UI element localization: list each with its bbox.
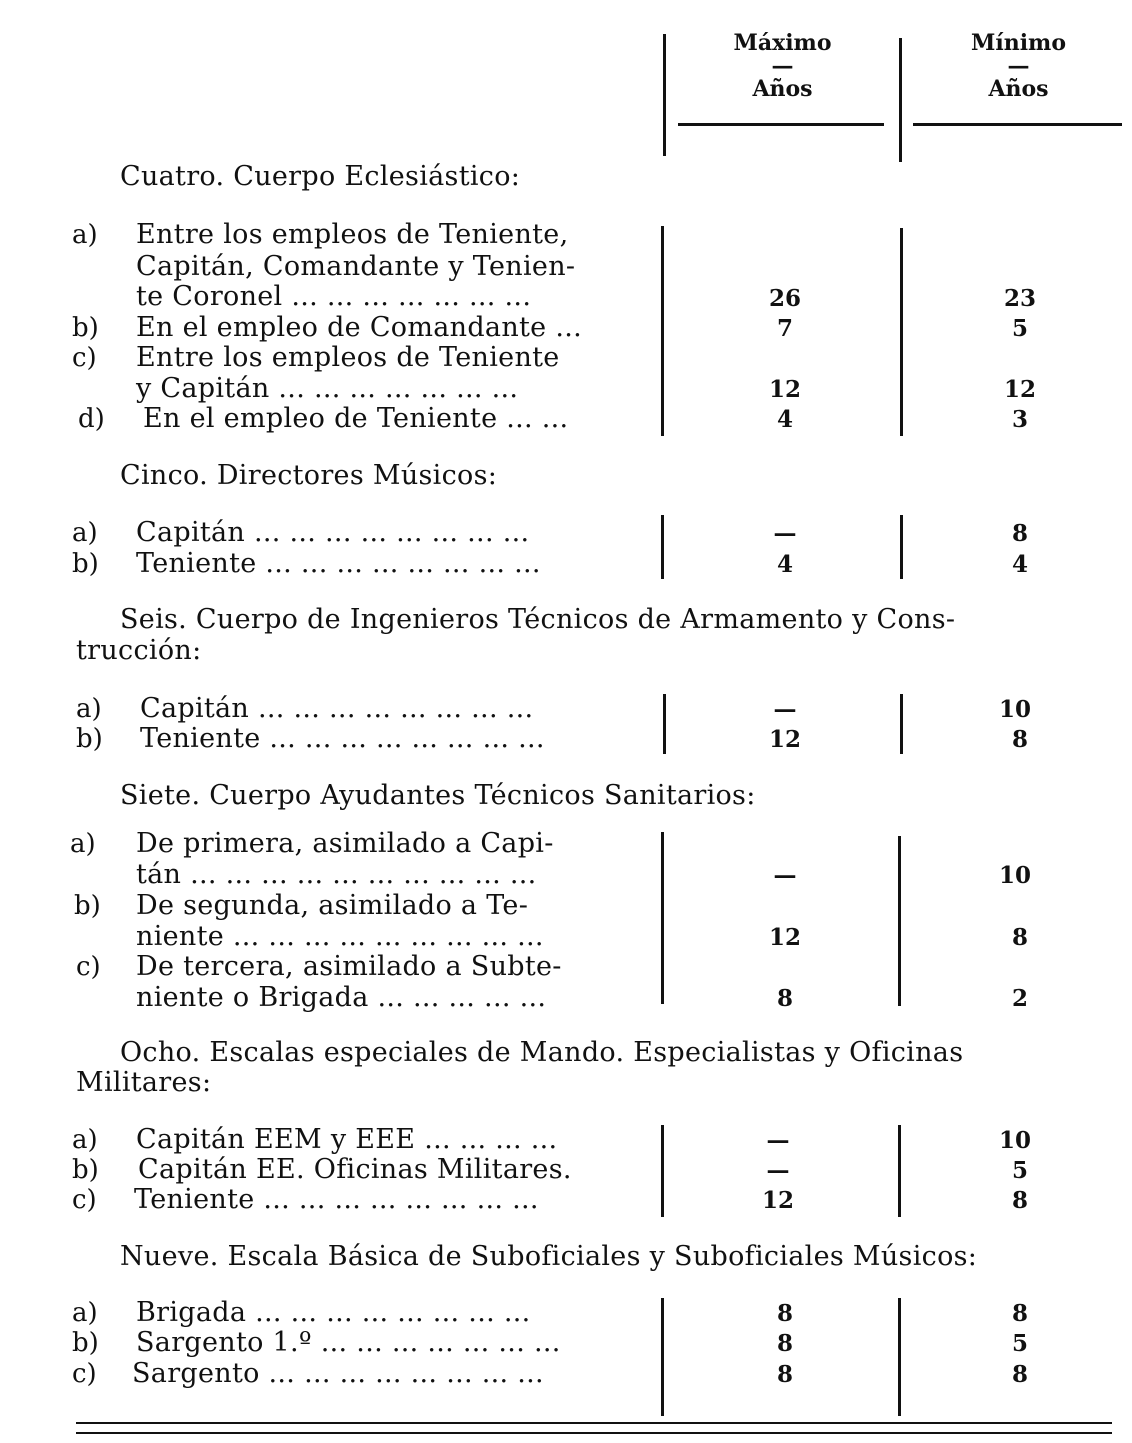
section-divider-left <box>661 1298 664 1416</box>
row-letter: a) <box>70 829 96 859</box>
section-divider-left <box>661 1125 664 1217</box>
section-divider-left <box>661 515 664 579</box>
row-letter: a) <box>72 1125 98 1155</box>
row-max-value: 8 <box>776 1300 793 1327</box>
column-header-max-unit: Años <box>752 76 813 102</box>
row-label-line: y Capitán ... ... ... ... ... ... ... <box>136 373 519 404</box>
row-min-value: 10 <box>998 1127 1031 1154</box>
section-heading-line: Ocho. Escalas especiales de Mando. Especialistas y Oficinas <box>120 1037 964 1068</box>
row-letter: b) <box>72 313 99 343</box>
row-max-value: — <box>766 1157 790 1184</box>
row-letter: d) <box>78 404 105 434</box>
row-label-line: Capitán EE. Oficinas Militares. <box>138 1154 572 1185</box>
section-divider-middle <box>898 1125 901 1217</box>
row-max-value: 8 <box>776 1361 793 1388</box>
section-divider-middle <box>900 228 903 436</box>
row-label-line: Capitán EEM y EEE ... ... ... ... <box>136 1124 558 1155</box>
row-label-line: En el empleo de Teniente ... ... <box>143 403 569 434</box>
row-min-value: 3 <box>1011 406 1028 433</box>
row-label-line: Sargento 1.º ... ... ... ... ... ... ... <box>136 1327 561 1358</box>
row-label-line: Capitán ... ... ... ... ... ... ... ... <box>136 517 530 548</box>
row-label-line: Entre los empleos de Teniente, <box>136 219 569 250</box>
section-heading-line: trucción: <box>76 635 202 666</box>
row-label-line: niente o Brigada ... ... ... ... ... <box>136 982 547 1013</box>
row-label-line: niente ... ... ... ... ... ... ... ... ... <box>136 921 544 952</box>
row-min-value: 8 <box>1011 924 1028 951</box>
row-label-line: En el empleo de Comandante ... <box>136 312 582 343</box>
row-label-line: Teniente ... ... ... ... ... ... ... ... <box>136 548 541 579</box>
row-label-line: De tercera, asimilado a Subte- <box>136 951 562 982</box>
row-letter: a) <box>76 694 102 724</box>
row-min-value: 4 <box>1011 551 1028 578</box>
section-divider-left <box>661 226 664 436</box>
row-letter: c) <box>72 343 97 373</box>
row-label-line: Entre los empleos de Teniente <box>136 342 560 373</box>
row-max-value: — <box>773 862 797 889</box>
row-letter: c) <box>72 1359 97 1389</box>
row-max-value: 26 <box>768 285 801 312</box>
header-divider-left <box>663 34 666 156</box>
header-underline-max <box>678 123 884 126</box>
row-label-line: De primera, asimilado a Capi- <box>136 828 554 859</box>
section-heading: Cuatro. Cuerpo Eclesiástico: <box>120 161 521 192</box>
section-heading: Cinco. Directores Músicos: <box>120 460 498 491</box>
row-min-value: 8 <box>1011 1361 1028 1388</box>
section-heading: Nueve. Escala Básica de Suboficiales y Suboficiales Músicos: <box>120 1241 978 1272</box>
row-max-value: 12 <box>768 376 801 403</box>
row-letter: a) <box>72 220 98 250</box>
row-max-value: 12 <box>768 726 801 753</box>
row-max-value: 7 <box>776 315 793 342</box>
row-label-line: De segunda, asimilado a Te- <box>136 890 529 921</box>
section-heading-line: Seis. Cuerpo de Ingenieros Técnicos de Armamento y Cons- <box>120 604 956 635</box>
row-label-line: tán ... ... ... ... ... ... ... ... ... ... <box>136 859 537 890</box>
section-divider-left <box>663 694 666 754</box>
row-max-value: 4 <box>776 551 793 578</box>
row-min-value: 8 <box>1011 520 1028 547</box>
row-min-value: 8 <box>1011 1300 1028 1327</box>
row-letter: a) <box>72 518 98 548</box>
column-header-max-sep: — <box>771 53 794 79</box>
closing-rule-top <box>76 1422 1112 1424</box>
row-min-value: 12 <box>1003 376 1036 403</box>
row-letter: b) <box>72 1328 99 1358</box>
row-letter: b) <box>72 549 99 579</box>
row-max-value: 8 <box>776 1330 793 1357</box>
column-header-min-sep: — <box>1007 53 1030 79</box>
row-min-value: 10 <box>998 862 1031 889</box>
row-max-value: 12 <box>761 1187 794 1214</box>
row-max-value: 4 <box>776 406 793 433</box>
column-header-min <box>915 30 1122 102</box>
row-max-value: — <box>773 520 797 547</box>
header-divider-middle <box>899 38 902 162</box>
row-label-line: Brigada ... ... ... ... ... ... ... ... <box>136 1297 531 1328</box>
row-min-value: 5 <box>1011 315 1028 342</box>
row-min-value: 5 <box>1011 1157 1028 1184</box>
row-label-line: Sargento ... ... ... ... ... ... ... ... <box>132 1358 544 1389</box>
section-heading-line: Militares: <box>76 1067 212 1098</box>
row-letter: c) <box>72 1185 97 1215</box>
section-divider-left <box>661 832 664 1004</box>
row-letter: b) <box>76 724 103 754</box>
row-label-line: te Coronel ... ... ... ... ... ... ... <box>136 281 532 312</box>
row-label-line: Capitán, Comandante y Tenien- <box>136 251 576 282</box>
row-max-value: — <box>773 696 797 723</box>
row-min-value: 23 <box>1003 285 1036 312</box>
section-divider-middle <box>900 515 903 579</box>
row-min-value: 10 <box>998 696 1031 723</box>
column-header-max <box>680 30 885 102</box>
row-min-value: 8 <box>1011 726 1028 753</box>
row-label-line: Teniente ... ... ... ... ... ... ... ... <box>134 1184 539 1215</box>
row-max-value: 8 <box>776 985 793 1012</box>
row-letter: a) <box>72 1298 98 1328</box>
section-divider-middle <box>900 694 903 754</box>
column-header-max-title: Máximo <box>733 30 832 56</box>
row-max-value: — <box>766 1127 790 1154</box>
column-header-min-unit: Años <box>988 76 1049 102</box>
section-divider-middle <box>898 1298 901 1416</box>
row-min-value: 5 <box>1011 1330 1028 1357</box>
row-label-line: Teniente ... ... ... ... ... ... ... ... <box>140 723 545 754</box>
closing-rule-bottom <box>76 1432 1112 1434</box>
row-min-value: 8 <box>1011 1187 1028 1214</box>
row-letter: c) <box>76 952 101 982</box>
row-label-line: Capitán ... ... ... ... ... ... ... ... <box>140 693 534 724</box>
row-max-value: 12 <box>768 924 801 951</box>
section-heading: Siete. Cuerpo Ayudantes Técnicos Sanitarios: <box>120 780 756 811</box>
row-letter: b) <box>72 1155 99 1185</box>
header-underline-min <box>913 123 1122 126</box>
row-letter: b) <box>74 891 101 921</box>
row-min-value: 2 <box>1011 985 1028 1012</box>
section-divider-middle <box>898 836 901 1006</box>
column-header-min-title: Mínimo <box>970 30 1066 56</box>
